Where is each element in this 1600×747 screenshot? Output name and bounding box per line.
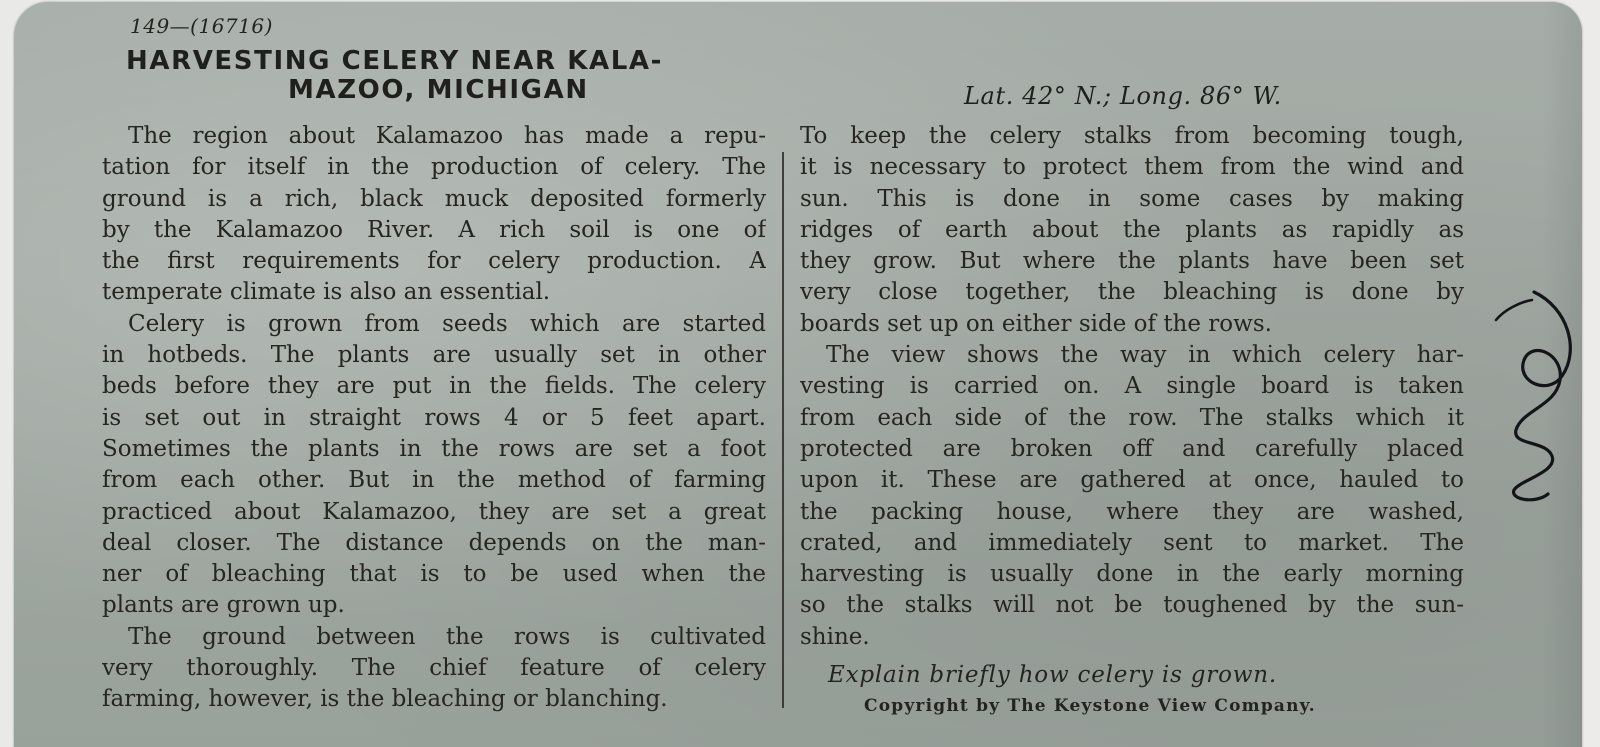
text-line: harvesting is usually done in the early morning: [800, 561, 1464, 588]
text-line: very thoroughly. The chief feature of celery: [102, 655, 766, 682]
text-line: Celery is grown from seeds which are started: [128, 310, 766, 337]
text-line: ground is a rich, black muck deposited formerly: [102, 185, 766, 212]
text-line: from each side of the row. The stalks which it: [800, 404, 1464, 431]
right-text-column: [800, 121, 1464, 653]
text-line: ridges of earth about the plants as rapidly as: [800, 216, 1464, 243]
text-line: The ground between the rows is cultivated: [128, 623, 766, 650]
text-line: they grow. But where the plants have been set: [800, 248, 1464, 275]
text-line: crated, and immediately sent to market. The: [800, 529, 1464, 556]
text-line: practiced about Kalamazoo, they are set a great: [102, 498, 766, 525]
text-line: temperate climate is also an essential.: [102, 279, 551, 306]
handwritten-scribble-icon: [1476, 280, 1586, 510]
text-line: The view shows the way in which celery har-: [826, 342, 1464, 369]
text-line: beds before they are put in the fields. The celery: [102, 373, 766, 400]
text-line: it is necessary to protect them from the wind and: [800, 154, 1464, 181]
text-line: very close together, the bleaching is done by: [800, 279, 1464, 306]
text-line: ner of bleaching that is to be used when the: [102, 561, 766, 588]
text-line: the packing house, where they are washed,: [800, 498, 1464, 525]
study-question: Explain briefly how celery is grown.: [828, 662, 1277, 688]
text-line: shine.: [800, 623, 870, 650]
column-divider: [782, 152, 784, 708]
left-text-column: [102, 121, 766, 716]
text-line: from each other. But in the method of farming: [102, 467, 766, 494]
title-line-1: HARVESTING CELERY NEAR KALA-: [126, 46, 663, 76]
text-line: sun. This is done in some cases by making: [800, 185, 1464, 212]
text-line: is set out in straight rows 4 or 5 feet apart.: [102, 404, 766, 431]
text-line: To keep the celery stalks from becoming tough,: [800, 123, 1464, 149]
text-line: upon it. These are gathered at once, hauled to: [800, 467, 1464, 494]
text-line: Sometimes the plants in the rows are set a foot: [102, 435, 766, 462]
text-line: The region about Kalamazoo has made a repu-: [128, 123, 766, 149]
latitude-longitude: Lat. 42° N.; Long. 86° W.: [964, 82, 1282, 110]
text-line: protected are broken off and carefully placed: [800, 435, 1464, 462]
text-line: boards set up on either side of the rows.: [800, 310, 1272, 337]
copyright-notice: Copyright by The Keystone View Company.: [864, 696, 1316, 716]
text-line: the first requirements for celery production. A: [102, 248, 766, 275]
title-line-2: MAZOO, MICHIGAN: [288, 75, 589, 105]
text-line: deal closer. The distance depends on the man-: [102, 529, 766, 556]
stereoview-card-back: [14, 2, 1582, 747]
text-line: plants are grown up.: [102, 592, 345, 619]
catalog-number: 149—(16716): [130, 14, 273, 38]
text-line: so the stalks will not be toughened by the sun-: [800, 592, 1464, 619]
text-line: farming, however, is the bleaching or blanching.: [102, 686, 668, 713]
text-line: vesting is carried on. A single board is taken: [800, 373, 1464, 400]
text-line: by the Kalamazoo River. A rich soil is one of: [102, 216, 766, 243]
text-line: in hotbeds. The plants are usually set in other: [102, 342, 766, 369]
text-line: tation for itself in the production of celery. The: [102, 154, 766, 181]
